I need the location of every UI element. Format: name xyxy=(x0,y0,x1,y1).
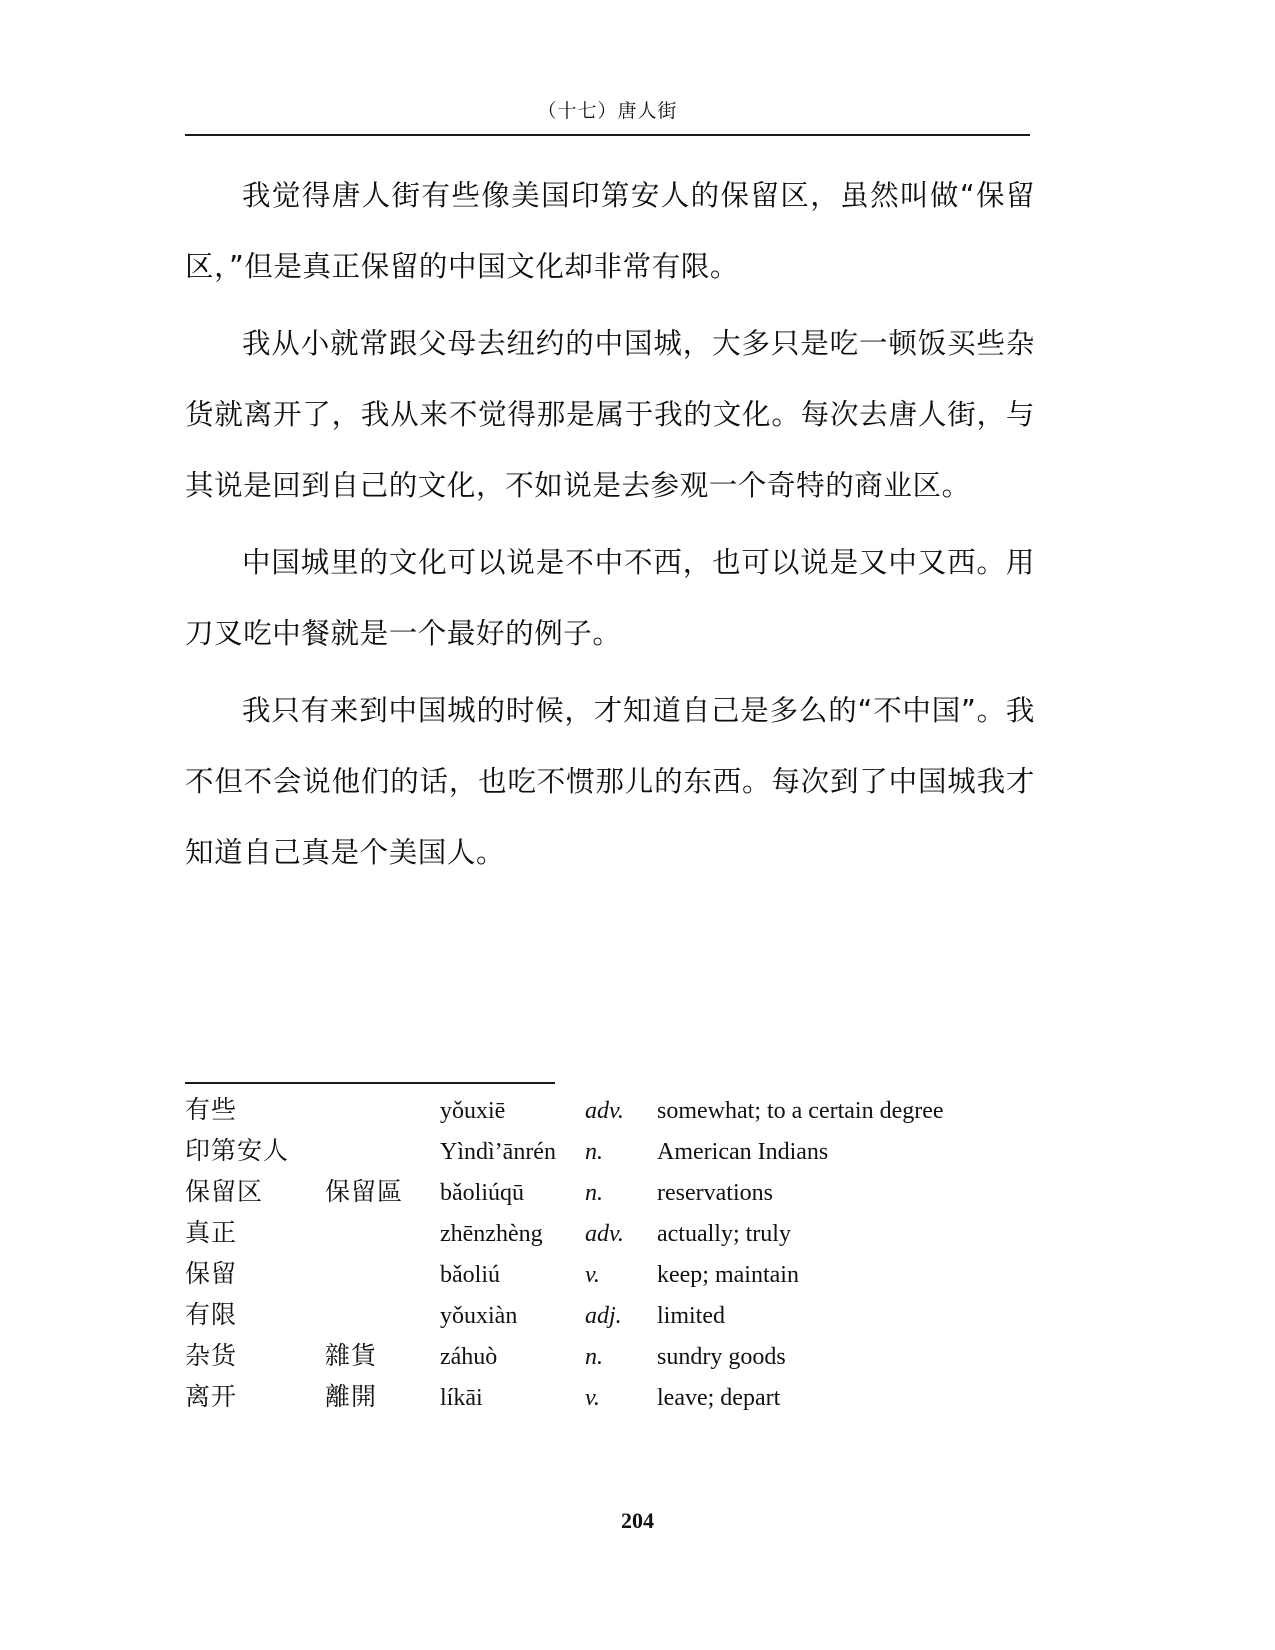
vocab-definition: actually; truly xyxy=(657,1221,791,1247)
vocab-definition: sundry goods xyxy=(657,1344,786,1370)
vocab-pinyin: bǎoliúqū xyxy=(440,1180,524,1206)
vocab-definition: American Indians xyxy=(657,1139,829,1165)
paragraph: 中国城里的文化可以说是不中不西，也可以说是又中又西。用刀叉吃中餐就是一个最好的例子。 xyxy=(185,546,1035,650)
table-row xyxy=(185,1172,1045,1213)
paragraph: 我从小就常跟父母去纽约的中国城，大多只是吃一顿饭买些杂货就离开了，我从来不觉得那是属于我的文化。每次去唐人街，与其说是回到自己的文化，不如说是去参观一个奇特的商业区。 xyxy=(185,327,1035,502)
vocab-part-of-speech: n. xyxy=(585,1139,603,1165)
vocab-pinyin: záhuò xyxy=(440,1344,498,1370)
vocab-pinyin: zhēnzhèng xyxy=(440,1221,543,1247)
vocab-definition: reservations xyxy=(657,1180,773,1206)
vocab-simplified: 真正 xyxy=(185,1218,238,1247)
body-text xyxy=(185,160,1035,888)
vocabulary-list xyxy=(185,1082,1045,1418)
table-row xyxy=(185,1131,1045,1172)
vocab-pinyin: bǎoliú xyxy=(440,1262,500,1288)
vocab-traditional xyxy=(325,1295,440,1336)
vocab-simplified: 保留区 xyxy=(185,1177,264,1206)
vocabulary-table-body xyxy=(185,1090,1045,1418)
vocab-traditional xyxy=(325,1213,440,1254)
vocab-part-of-speech: v. xyxy=(585,1262,600,1288)
vocabulary-divider xyxy=(185,1082,555,1084)
running-header xyxy=(185,96,1030,136)
vocab-simplified: 离开 xyxy=(185,1382,238,1411)
page-number: 204 xyxy=(621,1508,654,1533)
vocab-part-of-speech: n. xyxy=(585,1180,603,1206)
vocab-traditional xyxy=(325,1254,440,1295)
vocab-simplified: 有些 xyxy=(185,1095,238,1124)
table-row xyxy=(185,1336,1045,1377)
table-row xyxy=(185,1254,1045,1295)
vocab-simplified: 有限 xyxy=(185,1300,238,1329)
paragraph: 我只有来到中国城的时候，才知道自己是多么的“不中国”。我不但不会说他们的话，也吃不惯那儿的东西。每次到了中国城我才知道自己真是个美国人。 xyxy=(185,694,1035,869)
vocab-part-of-speech: adv. xyxy=(585,1098,624,1124)
vocab-definition: somewhat; to a certain degree xyxy=(657,1098,944,1124)
vocab-part-of-speech: adv. xyxy=(585,1221,624,1247)
vocab-part-of-speech: v. xyxy=(585,1385,600,1411)
table-row xyxy=(185,1377,1045,1418)
table-row xyxy=(185,1295,1045,1336)
vocab-pinyin: Yìndì’ānrén xyxy=(440,1139,556,1165)
vocab-definition: limited xyxy=(657,1303,725,1329)
vocab-traditional xyxy=(325,1131,440,1172)
table-row xyxy=(185,1213,1045,1254)
vocab-simplified: 保留 xyxy=(185,1259,238,1288)
vocab-definition: leave; depart xyxy=(657,1385,781,1411)
paragraph: 我觉得唐人街有些像美国印第安人的保留区，虽然叫做“保留区，”但是真正保留的中国文化却非常有限。 xyxy=(185,179,1035,283)
header-divider xyxy=(185,134,1030,136)
vocab-traditional: 保留區 xyxy=(325,1177,404,1206)
vocab-simplified: 杂货 xyxy=(185,1341,238,1370)
vocab-definition: keep; maintain xyxy=(657,1262,799,1288)
vocab-traditional xyxy=(325,1090,440,1131)
chapter-title: （十七）唐人街 xyxy=(537,100,678,122)
vocabulary-table xyxy=(185,1090,1045,1418)
vocab-simplified: 印第安人 xyxy=(185,1136,290,1165)
vocab-part-of-speech: n. xyxy=(585,1344,603,1370)
table-row xyxy=(185,1090,1045,1131)
vocab-pinyin: yǒuxiàn xyxy=(440,1303,518,1329)
vocab-pinyin: yǒuxiē xyxy=(440,1098,506,1124)
vocab-pinyin: líkāi xyxy=(440,1385,483,1411)
vocab-part-of-speech: adj. xyxy=(585,1303,622,1329)
vocab-traditional: 雜貨 xyxy=(325,1341,378,1370)
vocab-traditional: 離開 xyxy=(325,1382,378,1411)
